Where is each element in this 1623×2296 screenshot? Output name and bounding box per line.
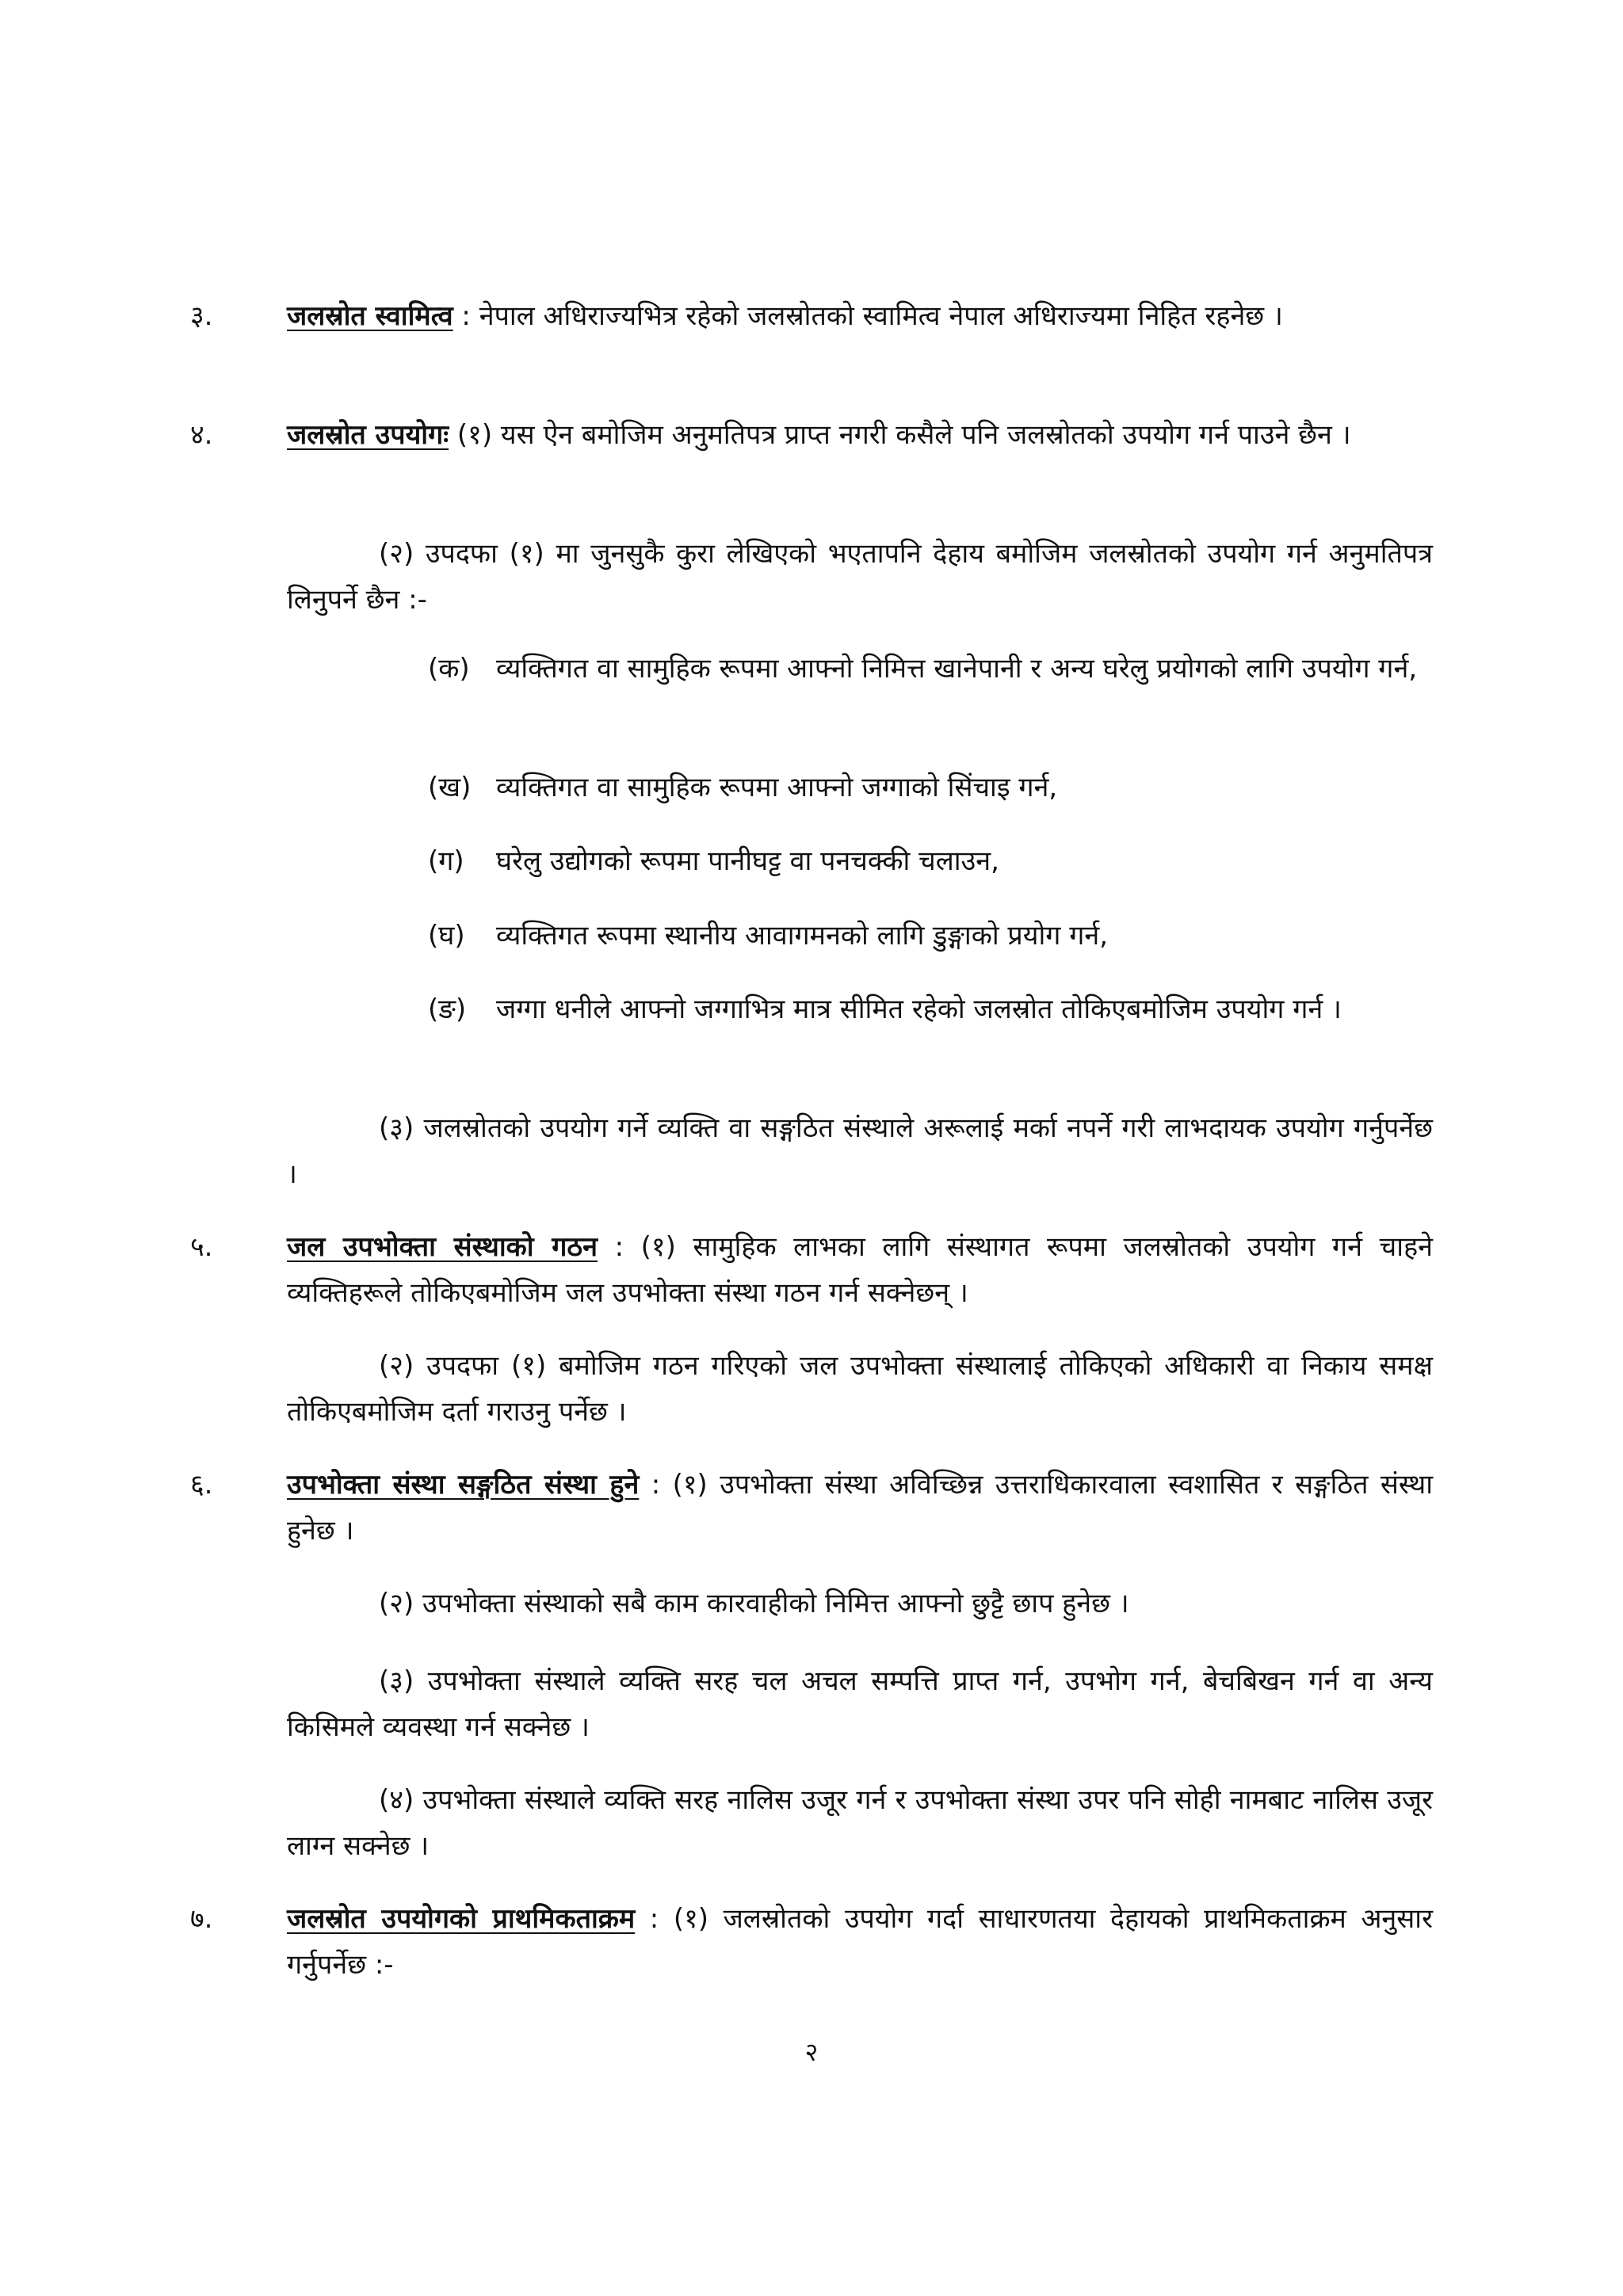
section-heading: जलस्रोत उपयोगः <box>287 419 449 451</box>
section-heading: जल उपभोक्ता संस्थाको गठन <box>287 1231 598 1263</box>
subsection-6-4: (४) उपभोक्ता संस्थाले व्यक्ति सरह नालिस उजूर गर्न र उपभोक्ता संस्था उपर पनि सोही नामबाट नालिस उजूर लाग्न सक्नेछ । <box>287 1784 1433 1862</box>
section-body <box>287 1224 1433 1316</box>
section-body <box>287 412 1433 458</box>
section-body <box>287 1896 1433 1988</box>
section-number: ६. <box>190 1469 213 1501</box>
subsection-4-3: (३) जलस्रोतको उपयोग गर्ने व्यक्ति वा सङ्गठित संस्थाले अरूलाई मर्का नपर्ने गरी लाभदायक उपयोग गर्नुपर्नेछ । <box>287 1112 1433 1190</box>
section-number: ४. <box>190 419 213 451</box>
section-text: : (१) जलस्रोतको उपयोग गर्दा साधारणतया देहायको प्राथमिकताक्रम अनुसार गर्नुपर्नेछ :- <box>287 1903 1433 1981</box>
clause-label: (क) <box>428 653 470 685</box>
page-number: २ <box>804 2037 819 2067</box>
section-heading: उपभोक्ता संस्था सङ्गठित संस्था हुने <box>287 1469 640 1501</box>
section-body <box>287 1462 1433 1554</box>
section-heading: जलस्रोत स्वामित्व <box>287 300 453 332</box>
clause-ga <box>428 838 1433 884</box>
clause-text: व्यक्तिगत वा सामुहिक रूपमा आफ्नो जग्गाको सिंचाइ गर्न, <box>496 772 1058 803</box>
clause-gha <box>428 913 1433 959</box>
clause-text: जग्गा धनीले आफ्नो जग्गाभित्र मात्र सीमित रहेको जलस्रोत तोकिएबमोजिम उपयोग गर्न । <box>496 994 1342 1025</box>
clause-text: घरेलु उद्योगको रूपमा पानीघट्ट वा पनचक्की चलाउन, <box>496 845 999 877</box>
clause-label: (ख) <box>428 772 472 803</box>
clause-label: (ङ) <box>428 994 467 1025</box>
subsection-4-2: (२) उपदफा (१) मा जुनसुकै कुरा लेखिएको भएतापनि देहाय बमोजिम जलस्रोतको उपयोग गर्न अनुमतिपत्र लिनुपर्ने छैन :- <box>287 538 1433 616</box>
clause-ka <box>428 646 1433 692</box>
clause-label: (घ) <box>428 920 465 952</box>
subsection-6-2: (२) उपभोक्ता संस्थाको सबै काम कारवाहीको निमित्त आफ्नो छुट्टै छाप हुनेछ । <box>379 1588 1129 1619</box>
section-body <box>287 293 1433 339</box>
clause-label: (ग) <box>428 845 464 877</box>
section-text: : (१) उपभोक्ता संस्था अविच्छिन्न उत्तराधिकारवाला स्वशासित र सङ्गठित संस्था हुनेछ । <box>287 1469 1433 1547</box>
section-text: (१) यस ऐन बमोजिम अनुमतिपत्र प्राप्त नगरी कसैले पनि जलस्रोतको उपयोग गर्न पाउने छैन । <box>449 419 1351 451</box>
section-text: : नेपाल अधिराज्यभित्र रहेको जलस्रोतको स्वामित्व नेपाल अधिराज्यमा निहित रहनेछ । <box>453 300 1283 332</box>
clause-nga <box>428 986 1433 1032</box>
clause-text: व्यक्तिगत वा सामुहिक रूपमा आफ्नो निमित्त खानेपानी र अन्य घरेलु प्रयोगको लागि उपयोग गर्न, <box>496 653 1418 685</box>
clause-kha <box>428 765 1433 810</box>
section-heading: जलस्रोत उपयोगको प्राथमिकताक्रम <box>287 1903 636 1935</box>
section-text: : (१) सामुहिक लाभका लागि संस्थागत रूपमा जलस्रोतको उपयोग गर्न चाहने व्यक्तिहरूले तोकिएबमोजिम जल उपभोक्ता संस्था गठन गर्न सक्नेछन् । <box>287 1231 1433 1309</box>
clause-text: व्यक्तिगत रूपमा स्थानीय आवागमनको लागि डुङ्गाको प्रयोग गर्न, <box>496 920 1109 952</box>
section-number: ७. <box>190 1903 213 1935</box>
section-number: ५. <box>190 1231 213 1263</box>
subsection-6-3: (३) उपभोक्ता संस्थाले व्यक्ति सरह चल अचल सम्पत्ति प्राप्त गर्न, उपभोग गर्न, बेचबिखन गर्न वा अन्य किसिमले व्यवस्था गर्न सक्नेछ । <box>287 1665 1433 1743</box>
section-number: ३. <box>190 300 213 332</box>
subsection-5-2: (२) उपदफा (१) बमोजिम गठन गरिएको जल उपभोक्ता संस्थालाई तोकिएको अधिकारी वा निकाय समक्ष तोकिएबमोजिम दर्ता गराउनु पर्नेछ । <box>287 1350 1433 1428</box>
